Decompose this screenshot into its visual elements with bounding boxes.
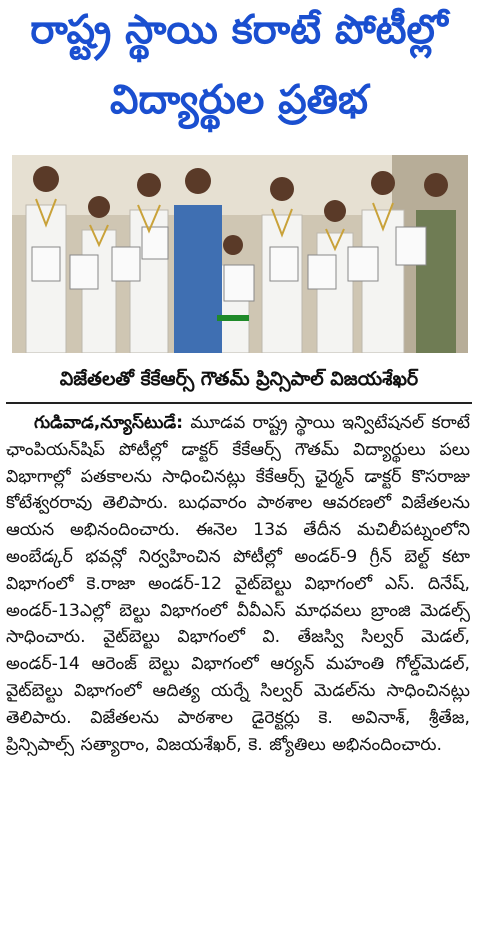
headline-line-1: రాష్ట్ర స్థాయి కరాటే పోటీల్లో (30, 7, 448, 53)
article-paragraph (6, 410, 470, 758)
photo-caption: విజేతలతో కేకేఆర్స్ గౌతమ్ ప్రిన్సిపాల్ విజయశేఖర్ (59, 368, 419, 390)
caption-divider (6, 402, 472, 404)
article-text: మూడవ రాష్ట్ర స్థాయి ఇన్విటేషనల్ కరాటే ఛాంపియన్‌షిప్ పోటీల్లో డాక్టర్ కేకేఆర్స్ గౌతమ్ విద్యార్థులు పలు విభాగాల్లో పతకాలను సాధించినట్లు కేకేఆర్స్ ఛైర్మన్ డాక్టర్ కొసరాజు కోటేశ్వరరావు తెలిపారు. బుధవారం పాఠశాల ఆవరణలో విజేతలను ఆయన అభినందించారు. ఈనెల 13వ తేదీన మచిలీపట్నంలోని అంబేడ్కర్ భవన్లో నిర్వహించిన పోటీల్లో అండర్-9 గ్రీన్ బెల్ట్ కటా విభాగంలో కె.రాజా అండర్-12 వైట్‌బెల్టు విభాగంలో ఎస్. దినేష్, అండర్-13ఎల్లో బెల్టు విభాగంలో వీవీఎస్ మాధవలు బ్రాంజి మెడల్స్ సాధించారు. వైట్‌బెల్టు విభాగంలో వి. తేజస్వి సిల్వర్ మెడల్, అండర్-14 ఆరెంజ్ బెల్టు విభాగంలో ఆర్యన్ మహంతి గోల్డ్‌మెడల్, వైట్‌బెల్టు విభాగంలో ఆదిత్య యర్నే సిల్వర్ మెడల్‌ను సాధించినట్లు తెలిపారు. విజేతలను పాఠశాల డైరెక్టర్లు కె. అవినాశ్, శ్రీతేజ, ప్రిన్సిపాల్స్ సత్యారాం, విజయశేఖర్, కె. జ్యోతిలు అభినందించారు. (6, 413, 470, 755)
group-photo-image (12, 155, 468, 353)
article-body (6, 410, 470, 758)
dateline: గుడివాడ,న్యూస్‌టుడే: (34, 413, 184, 433)
headline-line-2: విద్యార్థుల ప్రతిభ (110, 77, 368, 123)
group-photo (12, 155, 468, 353)
